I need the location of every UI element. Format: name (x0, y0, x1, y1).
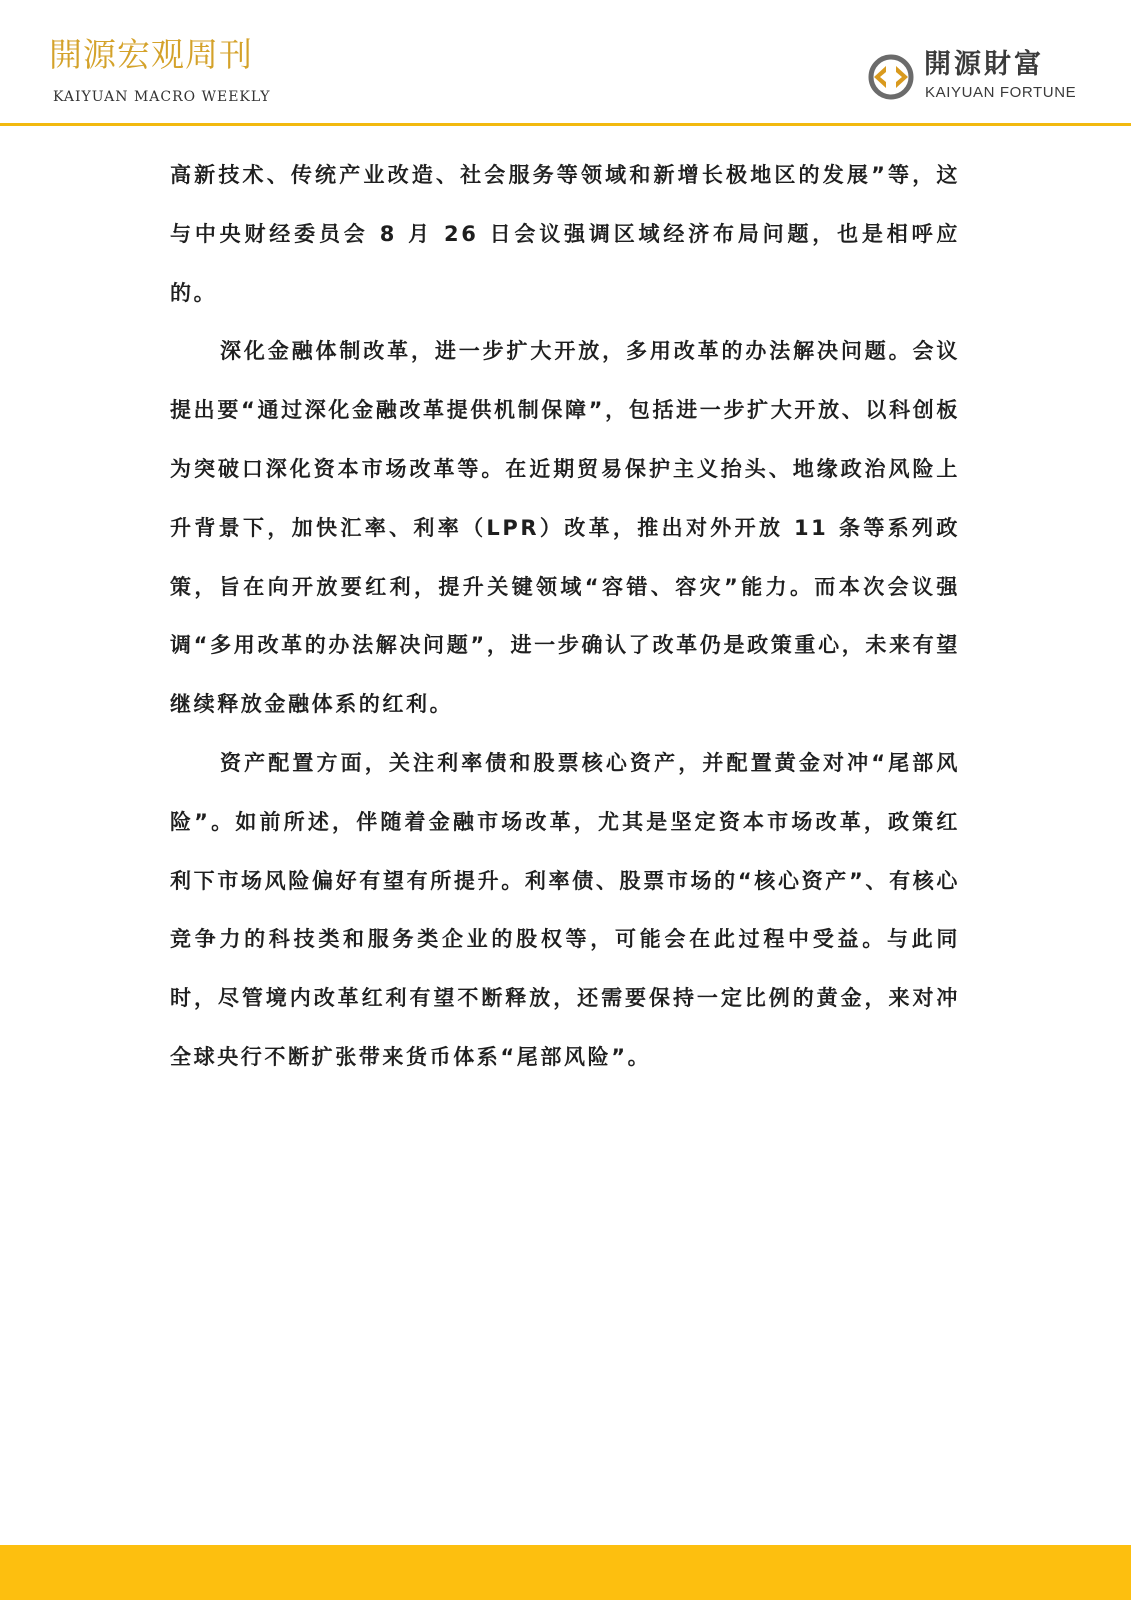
paragraph: 深化金融体制改革，进一步扩大开放，多用改革的办法解决问题。会议提出要“通过深化金融改革提供机制保障”，包括进一步扩大开放、以科创板为突破口深化资本市场改革等。在近期贸易保护主义抬头、地缘政治风险上升背景下，加快汇率、利率（LPR）改革，推出对外开放 11 条等系列政策，旨在向开放要红利，提升关键领域“容错、容灾”能力。而本次会议强调“多用改革的办法解决问题”，进一步确认了改革仍是政策重心，未来有望继续释放金融体系的红利。 (170, 339, 960, 717)
paragraph: 资产配置方面，关注利率债和股票核心资产，并配置黄金对冲“尾部风险”。如前所述，伴随着金融市场改革，尤其是坚定资本市场改革，政策红利下市场风险偏好有望有所提升。利率债、股票市场的“核心资产”、有核心竞争力的科技类和服务类企业的股权等，可能会在此过程中受益。与此同时，尽管境内改革红利有望不断释放，还需要保持一定比例的黄金，来对冲全球央行不断扩张带来货币体系“尾部风险”。 (170, 750, 960, 1069)
article-body (170, 146, 960, 1087)
logo-english-name: KAIYUAN FORTUNE (925, 84, 1077, 101)
header-divider (0, 123, 1131, 126)
paragraph: 高新技术、传统产业改造、社会服务等领域和新增长极地区的发展”等，这与中央财经委员会 8 月 26 日会议强调区域经济布局问题，也是相呼应的。 (170, 163, 960, 305)
publication-title: 開源宏观周刊 (49, 35, 253, 74)
footer-bar (0, 1545, 1131, 1600)
company-logo (866, 50, 1086, 106)
kaiyuan-logo-icon (866, 52, 916, 102)
publication-subtitle: KAIYUAN MACRO WEEKLY (53, 89, 271, 105)
page-header (0, 0, 1131, 126)
logo-chinese-name: 開源財富 (924, 49, 1044, 80)
